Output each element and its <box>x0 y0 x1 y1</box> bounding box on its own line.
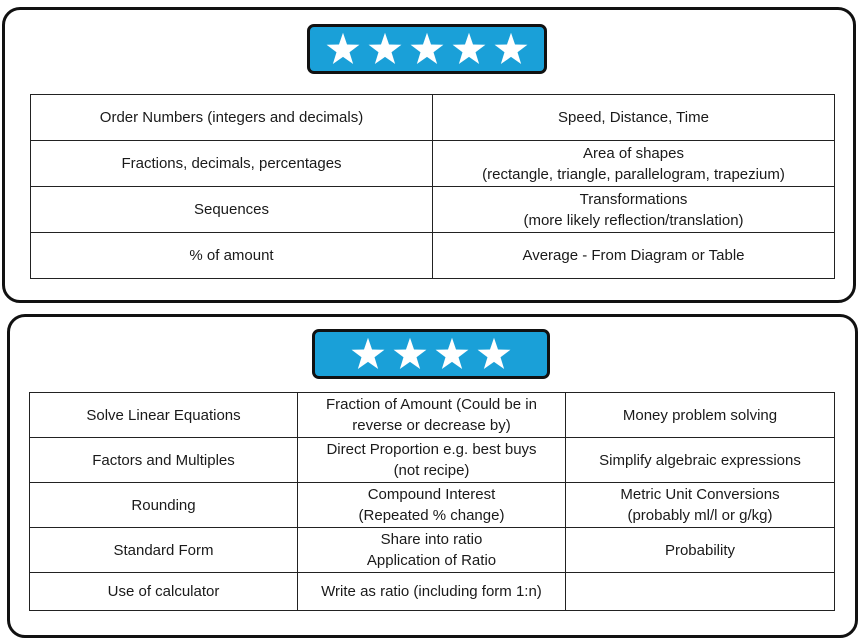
topic-cell: Speed, Distance, Time <box>433 95 835 141</box>
star-icon <box>476 336 512 372</box>
star-icon <box>392 336 428 372</box>
topic-cell: Write as ratio (including form 1:n) <box>298 573 566 611</box>
topic-cell: Order Numbers (integers and decimals) <box>31 95 433 141</box>
star-icon <box>493 31 529 67</box>
star-icon <box>451 31 487 67</box>
topic-cell <box>566 573 835 611</box>
topic-cell: Money problem solving <box>566 393 835 438</box>
topic-cell: Average - From Diagram or Table <box>433 233 835 279</box>
topic-cell: Use of calculator <box>30 573 298 611</box>
topic-cell: Rounding <box>30 483 298 528</box>
topic-cell: Factors and Multiples <box>30 438 298 483</box>
topic-cell: Transformations (more likely reflection/translation) <box>433 187 835 233</box>
topic-cell: Sequences <box>31 187 433 233</box>
topic-cell: % of amount <box>31 233 433 279</box>
topic-cell: Probability <box>566 528 835 573</box>
star-icon <box>367 31 403 67</box>
topic-cell: Share into ratio Application of Ratio <box>298 528 566 573</box>
star-icon <box>434 336 470 372</box>
table-row <box>30 393 835 438</box>
five-star-topics-table <box>30 94 835 279</box>
table-row <box>30 483 835 528</box>
table-row <box>31 95 835 141</box>
topic-cell: Area of shapes (rectangle, triangle, parallelogram, trapezium) <box>433 141 835 187</box>
topic-cell: Simplify algebraic expressions <box>566 438 835 483</box>
table-row <box>31 141 835 187</box>
topic-cell: Compound Interest (Repeated % change) <box>298 483 566 528</box>
star-icon <box>325 31 361 67</box>
table-row <box>31 233 835 279</box>
topic-cell: Fraction of Amount (Could be in reverse or decrease by) <box>298 393 566 438</box>
star-icon <box>409 31 445 67</box>
table-row <box>30 573 835 611</box>
four-star-topics-table <box>29 392 835 611</box>
topic-cell: Direct Proportion e.g. best buys (not recipe) <box>298 438 566 483</box>
star-icon <box>350 336 386 372</box>
topic-cell: Standard Form <box>30 528 298 573</box>
table-row <box>30 528 835 573</box>
table-row <box>31 187 835 233</box>
topic-cell: Solve Linear Equations <box>30 393 298 438</box>
four-star-rating-badge <box>312 329 550 379</box>
five-star-rating-badge <box>307 24 547 74</box>
topic-cell: Fractions, decimals, percentages <box>31 141 433 187</box>
topic-cell: Metric Unit Conversions (probably ml/l or g/kg) <box>566 483 835 528</box>
table-row <box>30 438 835 483</box>
